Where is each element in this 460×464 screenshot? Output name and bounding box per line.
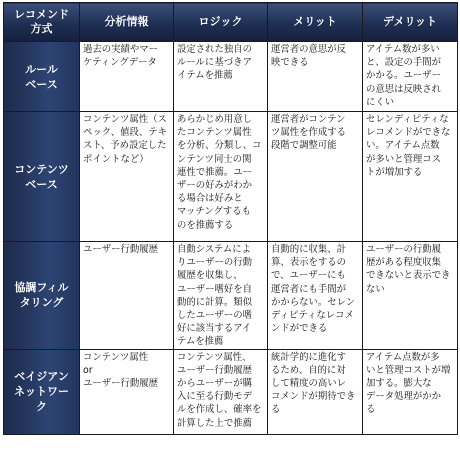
header-analysis: 分析情報 bbox=[80, 3, 174, 42]
header-demerit: デメリット bbox=[363, 3, 458, 42]
cell-logic: あらかじめ用意し たコンテンツ属性 を分析、分類し、コ ンテンツ同士の関 連性で推薦。ユー ザーの好みがわか る場合は好みと マッチングするも のを推薦する bbox=[174, 112, 268, 242]
cell-demerit: アイテム点数が多 いと管理コストが増 加する。膨大な データ処理がかか る bbox=[363, 349, 458, 434]
row-method-rule-based: ルール ベース bbox=[4, 42, 80, 112]
row-method-bayesian-network: ベイジアン ネットワー ク bbox=[4, 349, 80, 434]
table-row bbox=[4, 349, 458, 434]
cell-demerit: セレンディピティな レコメンドができな い。アイテム点数 が多いと管理コス トが増加する bbox=[363, 112, 458, 242]
cell-logic: 設定された独自の ルールに基づきア イテムを推薦 bbox=[174, 42, 268, 112]
row-method-content-based: コンテンツ ベース bbox=[4, 112, 80, 242]
cell-demerit: アイテム数が多い と、設定の手間が かかる。ユーザー の意思は反映され にくい bbox=[363, 42, 458, 112]
table-row bbox=[4, 242, 458, 350]
header-logic: ロジック bbox=[174, 3, 268, 42]
cell-logic: コンテンツ属性、 ユーザー行動履歴 からユーザーが購 入に至る行動モデ ルを作成し、確率を 計算した上で推薦 bbox=[174, 349, 268, 434]
cell-demerit: ユーザーの行動履 歴がある程度収集 できないと表示でき ない bbox=[363, 242, 458, 350]
recommendation-methods-table bbox=[3, 2, 458, 435]
cell-analysis: コンテンツ属性 or ユーザー行動履歴 bbox=[80, 349, 174, 434]
cell-merit: 統計学的に進化す るため、自的に対 して精度の高いレ コメンドが期待でき る bbox=[268, 349, 363, 434]
cell-analysis: コンテンツ属性（ス ペック、値段、テキ スト、予め設定した ポイントなど） bbox=[80, 112, 174, 242]
row-method-collaborative-filtering: 協調フィル タリング bbox=[4, 242, 80, 350]
cell-merit: 自動的に収集、計 算、表示をするの で、ユーザーにも 運営者にも手間が かからない。セレン ディピティなレコメ ンドができる bbox=[268, 242, 363, 350]
table-row bbox=[4, 42, 458, 112]
header-method: レコメンド 方式 bbox=[4, 3, 80, 42]
cell-merit: 運営者がコンテン ツ属性を作成する 段階で調整可能 bbox=[268, 112, 363, 242]
cell-merit: 運営者の意思が反 映できる bbox=[268, 42, 363, 112]
cell-logic: 自動システムによ りユーザーの行動 履歴を収集し、 ユーザー嗜好を自 動的に計算。類似 したユーザーの嗜 好に該当するアイ テムを推薦 bbox=[174, 242, 268, 350]
table-row bbox=[4, 112, 458, 242]
cell-analysis: 過去の実績やマー ケティングデータ bbox=[80, 42, 174, 112]
cell-analysis: ユーザー行動履歴 bbox=[80, 242, 174, 350]
header-merit: メリット bbox=[268, 3, 363, 42]
table-header-row bbox=[4, 3, 458, 42]
